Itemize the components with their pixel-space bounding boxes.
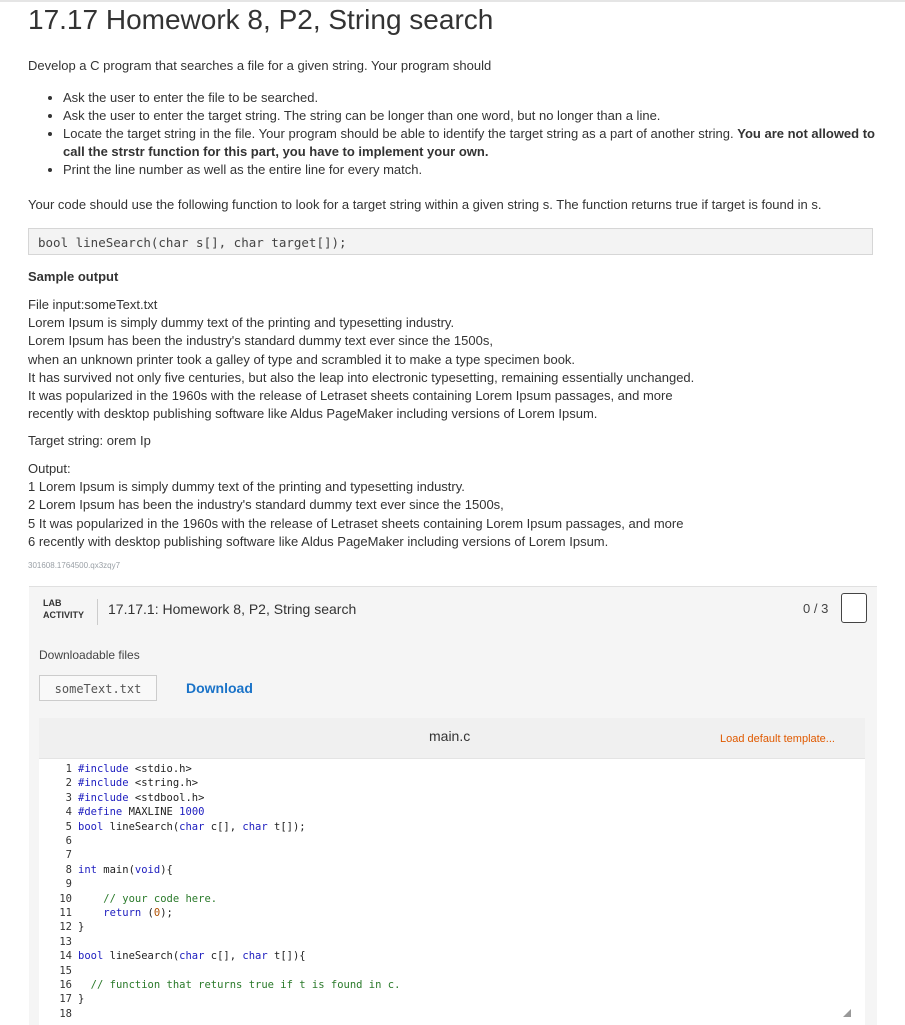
line-number: 6 <box>65 835 72 847</box>
file-name-button[interactable]: someText.txt <box>39 675 157 701</box>
code-line[interactable]: bool lineSearch(char c[], char t[]); <box>78 820 306 833</box>
code-line[interactable]: int main(void){ <box>78 863 173 876</box>
lab-header-divider <box>97 599 98 625</box>
file-input-line: when an unknown printer took a galley of type and scrambled it to make a type specimen book. <box>28 351 576 367</box>
function-note: Your code should use the following function to look for a target string within a given string s. The function returns true if target is found in s. <box>28 197 822 212</box>
lab-score: 0 / 3 <box>803 601 829 616</box>
lab-title: 17.17.1: Homework 8, P2, String search <box>108 601 357 617</box>
output-block <box>28 460 683 551</box>
code-line[interactable]: #include <stdio.h> <box>78 763 192 775</box>
page-title: 17.17 Homework 8, P2, String search <box>28 4 494 35</box>
code-line[interactable]: return (0); <box>103 907 173 919</box>
code-line[interactable]: #include <string.h> <box>78 777 199 790</box>
lab-activity-label: LAB ACTIVITY <box>43 598 85 620</box>
line-number: 1 <box>65 763 72 775</box>
function-signature: bool lineSearch(char s[], char target[]); <box>28 228 873 255</box>
requirement-item: • Print the line number as well as the entire line for every match. <box>63 161 893 179</box>
sample-output-title: Sample output <box>28 269 119 284</box>
code-line[interactable]: // function that returns true if t is found in c. <box>90 979 401 991</box>
line-number: 13 <box>59 935 72 948</box>
line-number: 12 <box>59 921 72 934</box>
downloadable-files-title: Downloadable files <box>39 648 140 662</box>
line-number: 18 <box>59 1007 72 1020</box>
code-line[interactable]: bool lineSearch(char c[], char t[]){ <box>78 950 306 963</box>
target-string-line: Target string: orem Ip <box>28 433 151 448</box>
activity-id: 301608.1764500.qx3zqy7 <box>28 561 121 570</box>
line-number: 16 <box>59 979 72 991</box>
requirement-item: • Locate the target string in the file. Your program should be able to identify the target string as a part of another string. You are not allowed to call the strstr function for this part, you have to implement your own. <box>63 125 893 161</box>
output-line: 2 Lorem Ipsum has been the industry's standard dummy text ever since the 1500s, <box>28 497 504 513</box>
code-line[interactable]: } <box>78 993 85 1006</box>
code-line[interactable]: // your code here. <box>103 892 218 905</box>
line-number: 10 <box>59 892 72 905</box>
lab-header <box>29 587 877 633</box>
load-default-template-link[interactable]: Load default template... <box>720 733 835 745</box>
requirement-bold-note: You are not allowed to call the strstr function for this part, you have to implement your own. <box>63 126 875 159</box>
requirement-item: • Ask the user to enter the target string. The string can be longer than one word, but no longer than a line. <box>63 107 893 125</box>
file-input-line: It was popularized in the 1960s with the release of Letraset sheets containing Lorem Ipsum passages, and more <box>28 388 673 404</box>
top-divider <box>0 0 905 2</box>
file-input-line: Lorem Ipsum is simply dummy text of the printing and typesetting industry. <box>28 315 455 331</box>
output-line: 6 recently with desktop publishing software like Aldus PageMaker including versions of Lorem Ipsum. <box>28 533 609 549</box>
output-line: Output: <box>28 461 71 476</box>
line-number: 15 <box>59 964 72 977</box>
file-input-line: It has survived not only five centuries, but also the leap into electronic typesetting, remaining essentially unchanged. <box>28 369 695 385</box>
code-line[interactable]: } <box>78 921 85 934</box>
resize-handle-icon[interactable] <box>843 1009 851 1017</box>
line-number: 14 <box>59 950 72 963</box>
line-number: 9 <box>65 878 72 891</box>
requirements-list <box>28 89 893 179</box>
line-number: 7 <box>65 849 72 862</box>
file-input-line: recently with desktop publishing software like Aldus PageMaker including versions of Lorem Ipsum. <box>28 406 598 422</box>
file-input-block <box>28 296 694 423</box>
line-number: 5 <box>65 820 72 833</box>
score-badge-icon <box>841 593 867 623</box>
requirement-item: • Ask the user to enter the file to be searched. <box>63 89 893 107</box>
code-line[interactable]: #include <stdbool.h> <box>78 791 205 804</box>
line-number: 8 <box>65 863 72 876</box>
editor-header <box>39 718 865 759</box>
code-editor[interactable] <box>39 718 865 1025</box>
line-number: 11 <box>59 907 72 919</box>
line-number: 3 <box>65 791 72 804</box>
line-number: 2 <box>65 777 72 790</box>
intro-text: Develop a C program that searches a file for a given string. Your program should <box>28 58 492 73</box>
output-line: 5 It was popularized in the 1960s with the release of Letraset sheets containing Lorem Ipsum passages, and more <box>28 515 684 531</box>
editor-file-name: main.c <box>429 728 471 744</box>
code-line[interactable]: #define MAXLINE 1000 <box>78 806 205 819</box>
output-line: 1 Lorem Ipsum is simply dummy text of the printing and typesetting industry. <box>28 479 465 495</box>
file-input-line: File input:someText.txt <box>28 297 158 312</box>
file-input-line: Lorem Ipsum has been the industry's standard dummy text ever since the 1500s, <box>28 333 493 349</box>
download-link[interactable]: Download <box>186 680 253 696</box>
lab-activity-panel <box>29 586 877 1025</box>
line-number: 17 <box>59 993 72 1006</box>
line-number: 4 <box>65 806 72 819</box>
